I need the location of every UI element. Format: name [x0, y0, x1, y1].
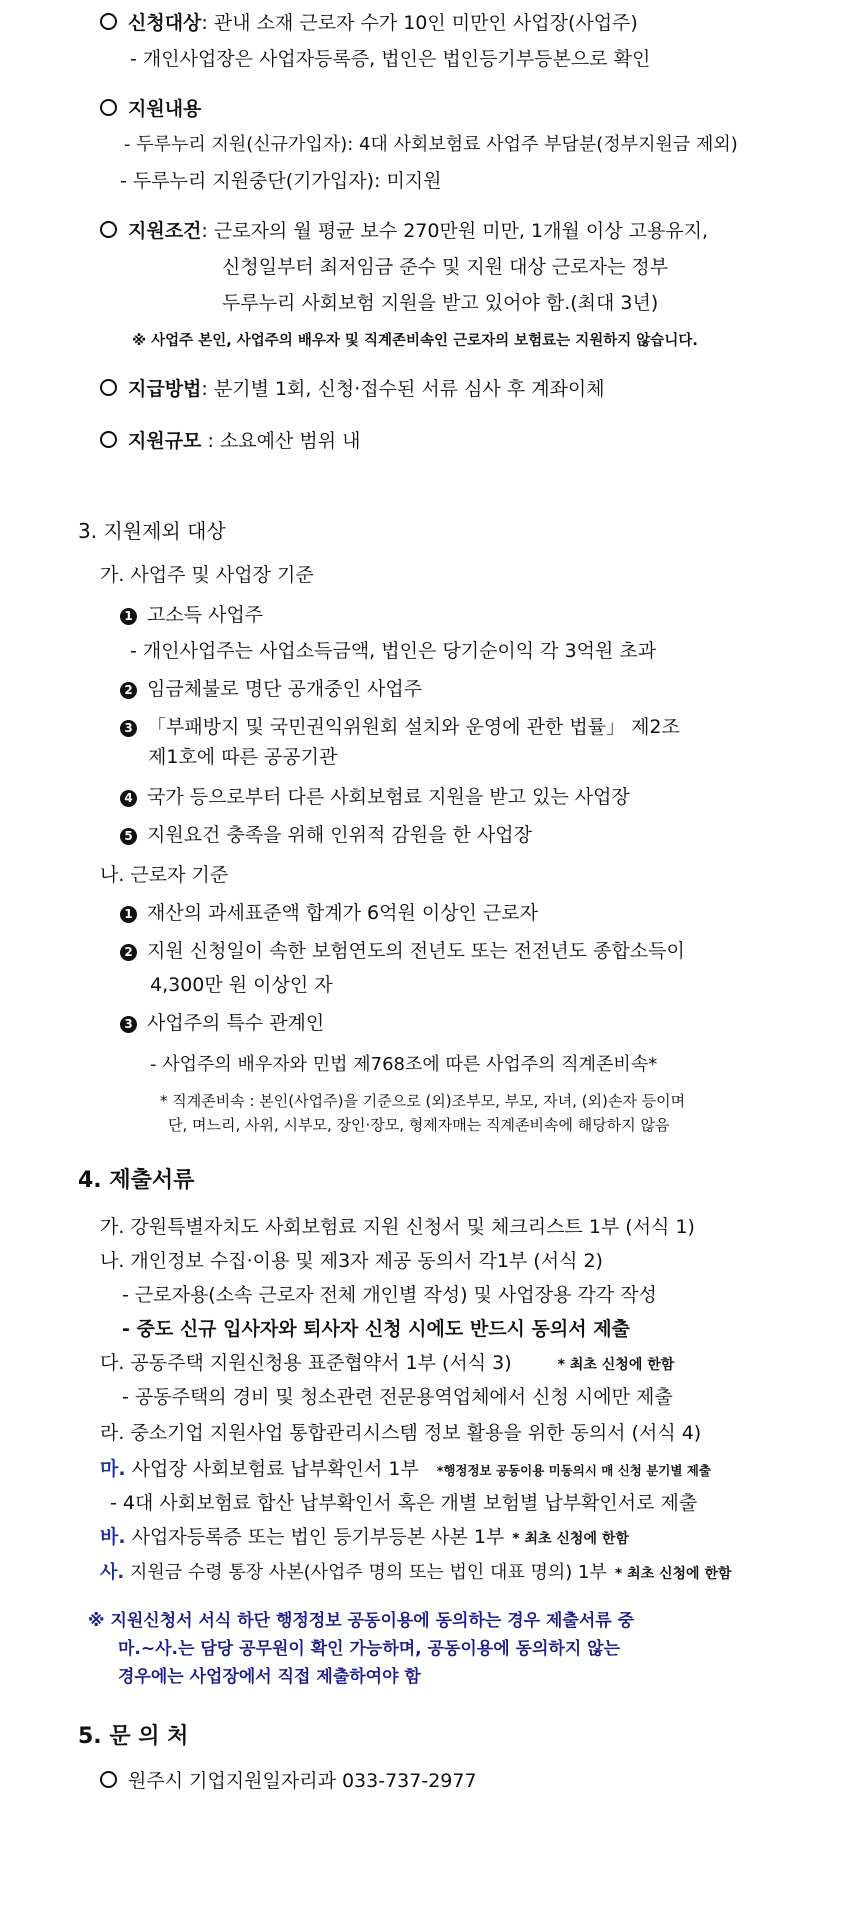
eligibility-label: 신청대상: [128, 12, 202, 34]
number-4-icon: 4: [120, 790, 137, 807]
exclusion-item-3: [120, 714, 680, 740]
docs-sa-label: 사.: [100, 1562, 125, 1583]
scale-label: 지원규모: [128, 430, 202, 452]
docs-note-1: ※ 지원신청서 서식 하단 행정정보 공동이용에 동의하는 경우 제출서류 중: [88, 1611, 635, 1631]
docs-note-3: 경우에는 사업장에서 직접 제출하여야 함: [118, 1667, 421, 1687]
circle-bullet-icon: [100, 99, 117, 116]
exclusion-item-1-sub: - 개인사업주는 사업소득금액, 법인은 당기순이익 각 3억원 초과: [130, 640, 657, 662]
worker-item-1-text: 재산의 과세표준액 합계가 6억원 이상인 근로자: [147, 902, 539, 924]
section-3-na-title: 나. 근로자 기준: [100, 864, 229, 886]
docs-ma-text: 사업장 사회보험료 납부확인서 1부: [125, 1458, 419, 1480]
worker-item-2: [120, 938, 685, 964]
exclusion-item-5: [120, 822, 532, 848]
docs-ma-sub: - 4대 사회보험료 합산 납부확인서 혹은 개별 보험별 납부확인서로 제출: [110, 1492, 698, 1514]
docs-da: [100, 1350, 674, 1378]
worker-note-1: * 직계존비속 : 본인(사업주)을 기준으로 (외)조부모, 부모, 자녀, (외)손자 등이며: [160, 1092, 686, 1110]
docs-na: 나. 개인정보 수집·이용 및 제3자 제공 동의서 각1부 (서식 2): [100, 1250, 603, 1272]
exclusion-item-1-text: 고소득 사업주: [147, 604, 264, 626]
worker-item-2-cont: 4,300만 원 이상인 자: [150, 974, 333, 996]
scale-text: : 소요예산 범위 내: [201, 430, 361, 452]
docs-ma: [100, 1456, 711, 1484]
eligibility-text: : 관내 소재 근로자 수가 10인 미만인 사업장(사업주): [201, 12, 638, 34]
conditions-note: ※ 사업주 본인, 사업주의 배우자 및 직계존비속인 근로자의 보험료는 지원하지 않습니다.: [132, 333, 698, 349]
worker-item-3: [120, 1010, 324, 1036]
docs-da-sub: - 공동주택의 경비 및 청소관련 전문용역업체에서 신청 시에만 제출: [122, 1386, 673, 1408]
docs-sa-text: 지원금 수령 통장 사본(사업주 명의 또는 법인 대표 명의) 1부: [124, 1562, 607, 1583]
payment-text: : 분기별 1회, 신청·접수된 서류 심사 후 계좌이체: [201, 378, 605, 400]
payment-label: 지급방법: [128, 378, 202, 400]
docs-sa-note: * 최초 신청에 한함: [614, 1566, 732, 1582]
circle-bullet-icon: [100, 13, 117, 30]
exclusion-item-3-text: 「부패방지 및 국민권익위원회 설치와 운영에 관한 법률」 제2조: [147, 716, 680, 738]
worker-item-1: [120, 900, 538, 926]
worker-item-2-text: 지원 신청일이 속한 보험연도의 전년도 또는 전전년도 종합소득이: [147, 940, 685, 962]
exclusion-item-2-text: 임금체불로 명단 공개중인 사업주: [147, 678, 423, 700]
worker-item-3-sub: - 사업주의 배우자와 민법 제768조에 따른 사업주의 직계존비속*: [150, 1054, 658, 1075]
conditions-label: 지원조건: [128, 220, 202, 242]
docs-ba-text: 사업자등록증 또는 법인 등기부등본 사본 1부: [125, 1526, 505, 1548]
docs-ba: [100, 1524, 629, 1552]
number-2-icon: 2: [120, 682, 137, 699]
circle-bullet-icon: [100, 1771, 117, 1788]
number-1-icon: 1: [120, 608, 137, 625]
circle-bullet-icon: [100, 221, 117, 238]
docs-ga: 가. 강원특별자치도 사회보험료 지원 신청서 및 체크리스트 1부 (서식 1): [100, 1216, 695, 1238]
eligibility-line: [100, 10, 638, 36]
exclusion-item-5-text: 지원요건 충족을 위해 인위적 감원을 한 사업장: [147, 824, 532, 846]
number-3-icon: 3: [120, 1016, 137, 1033]
contact-line: [100, 1768, 477, 1794]
content-item-1: - 두루누리 지원(신규가입자): 4대 사회보험료 사업주 부담분(정부지원금 제외): [124, 134, 738, 155]
content-label: 지원내용: [128, 98, 202, 120]
exclusion-item-4-text: 국가 등으로부터 다른 사회보험료 지원을 받고 있는 사업장: [147, 786, 630, 808]
docs-ba-label: 바.: [100, 1526, 126, 1548]
docs-note-2: 마.~사.는 담당 공무원이 확인 가능하며, 공동이용에 동의하지 않는: [118, 1639, 621, 1659]
docs-ma-note: *행정정보 공동이용 미동의시 매 신청 분기별 제출: [436, 1463, 711, 1478]
section-5-title: 5. 문 의 처: [78, 1724, 189, 1749]
section-3-ga-title: 가. 사업주 및 사업장 기준: [100, 564, 314, 586]
payment-line: [100, 376, 605, 402]
docs-ma-label: 마.: [100, 1458, 126, 1480]
conditions-text-3: 두루누리 사회보험 지원을 받고 있어야 함.(최대 3년): [222, 292, 659, 314]
docs-da-text: 다. 공동주택 지원신청용 표준협약서 1부 (서식 3): [100, 1352, 512, 1374]
docs-ra: 라. 중소기업 지원사업 통합관리시스템 정보 활용을 위한 동의서 (서식 4): [100, 1422, 702, 1444]
exclusion-item-3-cont: 제1호에 따른 공공기관: [148, 746, 338, 768]
circle-bullet-icon: [100, 379, 117, 396]
section-3-title: 3. 지원제외 대상: [78, 519, 226, 543]
number-3-icon: 3: [120, 720, 137, 737]
docs-sa: [100, 1560, 732, 1587]
worker-item-3-text: 사업주의 특수 관계인: [147, 1012, 325, 1034]
conditions-text-1: : 근로자의 월 평균 보수 270만원 미만, 1개월 이상 고용유지,: [201, 220, 709, 242]
section-4-title: 4. 제출서류: [78, 1168, 195, 1193]
exclusion-item-1: [120, 602, 263, 628]
number-2-icon: 2: [120, 944, 137, 961]
docs-na-sub-2: - 중도 신규 입사자와 퇴사자 신청 시에도 반드시 동의서 제출: [122, 1318, 630, 1340]
circle-bullet-icon: [100, 431, 117, 448]
contact-text: 원주시 기업지원일자리과 033-737-2977: [128, 1770, 477, 1792]
docs-da-note: * 최초 신청에 한함: [557, 1357, 675, 1373]
conditions-line: [100, 218, 708, 244]
number-1-icon: 1: [120, 906, 137, 923]
docs-na-sub-1: - 근로자용(소속 근로자 전체 개인별 작성) 및 사업장용 각각 작성: [122, 1284, 657, 1306]
worker-note-2: 단, 며느리, 사위, 시부모, 장인·장모, 형제자매는 직계존비속에 해당하지 않음: [168, 1116, 670, 1134]
number-5-icon: 5: [120, 828, 137, 845]
docs-ba-note: * 최초 신청에 한함: [512, 1531, 629, 1547]
scale-line: [100, 428, 360, 454]
exclusion-item-2: [120, 676, 422, 702]
eligibility-note: - 개인사업장은 사업자등록증, 법인은 법인등기부등본으로 확인: [130, 48, 651, 70]
conditions-text-2: 신청일부터 최저임금 준수 및 지원 대상 근로자는 정부: [222, 256, 669, 278]
exclusion-item-4: [120, 784, 630, 810]
content-line: [100, 96, 201, 122]
content-item-2: - 두루누리 지원중단(기가입자): 미지원: [120, 170, 442, 192]
